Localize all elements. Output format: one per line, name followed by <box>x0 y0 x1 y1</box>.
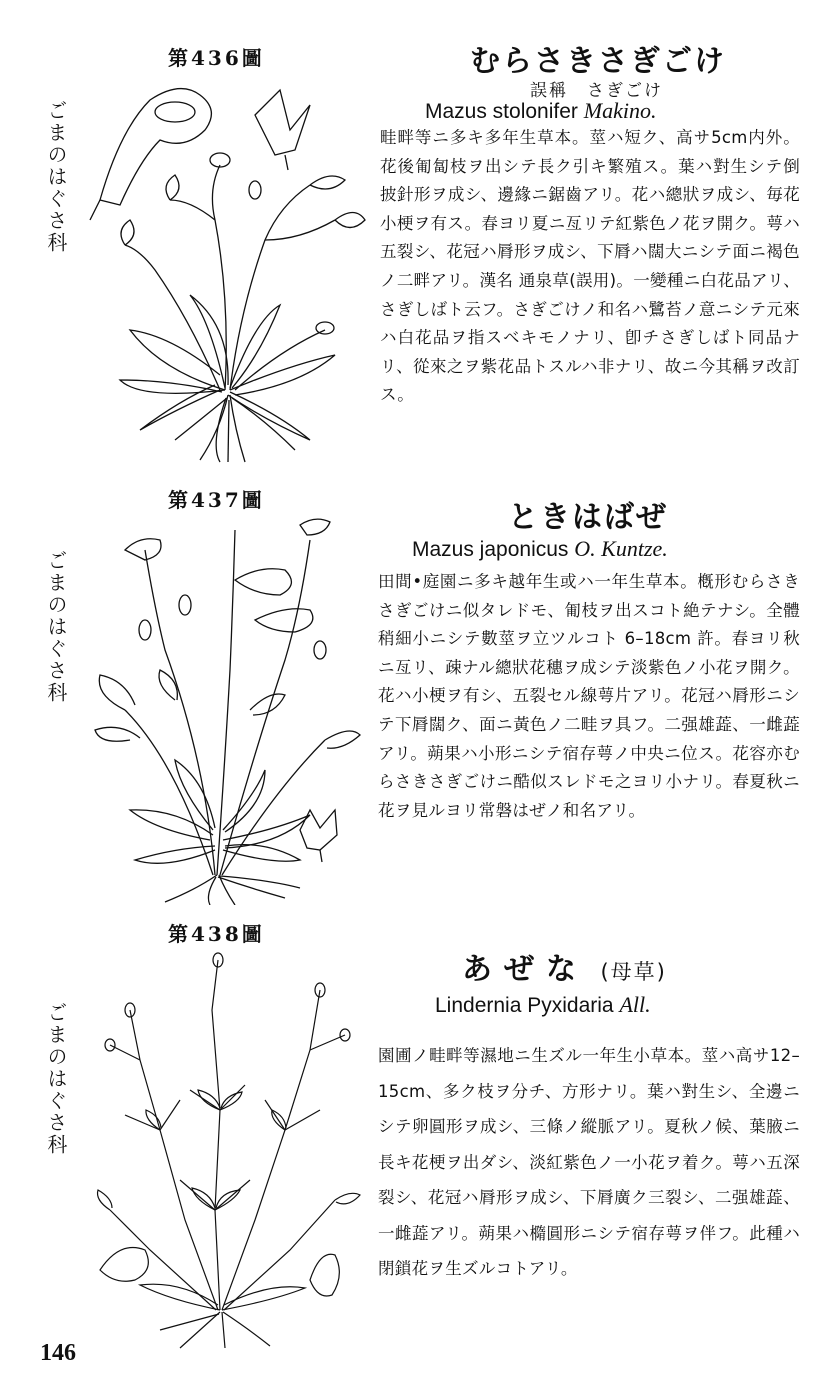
species-name: Lindernia Pyxidaria <box>435 994 614 1017</box>
species-authority: All. <box>619 992 651 1017</box>
entry-alias: 誤稱 さぎごけ <box>530 81 663 101</box>
species-authority: Makino. <box>583 98 657 123</box>
entry-description: 園圃ノ畦畔等濕地ニ生ズル一年生小草本。莖ハ高サ12–15cm、多ク枝ヲ分チ、方形ナリ。葉ハ對生シ、全邊ニシテ卵圓形ヲ成シ、三條ノ縱脈アリ。夏秋ノ候、葉腋ニ長キ花梗ヲ出ダシ、淡紅紫色ノ一小花ヲ着ク。萼ハ五深裂シ、花冠ハ脣形ヲ成シ、下脣廣ク三裂シ、二强雄蕋、一雌蕋アリ。蒴果ハ橢圓形ニシテ宿存萼ヲ伴フ。此種ハ閉鎖花ヲ生ズルコトアリ。 <box>378 1046 800 1278</box>
entry-436 <box>0 0 840 470</box>
page-number: 146 <box>40 1340 76 1366</box>
plant-illustration <box>80 70 370 465</box>
scientific-name <box>435 992 651 1018</box>
figure-label: 第437圖 <box>168 488 265 512</box>
entry-437 <box>0 470 840 910</box>
entry-title <box>462 944 667 988</box>
scientific-name <box>412 536 668 562</box>
species-name: Mazus stolonifer <box>425 100 578 123</box>
entry-title-note: (母草) <box>600 960 667 984</box>
family-label: ごまのはぐさ科 <box>44 1002 68 1156</box>
species-name: Mazus japonicus <box>412 538 569 561</box>
entry-title: ときはばぜ <box>508 500 668 535</box>
entry-description: 畦畔等ニ多キ多年生草本。莖ハ短ク、高サ5cm内外。花後匍匐枝ヲ出シテ長ク引キ繁殖ス。葉ハ對生シテ倒披針形ヲ成シ、邊緣ニ鋸齒アリ。花ハ總狀ヲ成シ、毎花小梗ヲ有ス。春ヨリ夏ニ亙リテ紅紫色ノ花ヲ開ク。萼ハ五裂シ、花冠ハ脣形ヲ成シ、下脣ハ闊大ニシテ面ニ褐色ノ二畔アリ。漢名 通泉草(誤用)。一變種ニ白花品アリ、さぎしばト云フ。さぎごけノ和名ハ鷺苔ノ意ニシテ元來ハ白花品ヲ指スベキモノナリ、卽チさぎしばト同品ナリ、從來之ヲ紫花品トスルハ非ナリ、故ニ今其稱ヲ改訂ス。 <box>380 128 800 405</box>
figure-label: 第436圖 <box>168 46 265 70</box>
entry-438 <box>0 910 840 1400</box>
plant-illustration <box>85 510 370 905</box>
plant-illustration <box>80 950 370 1350</box>
entry-description: 田間•庭園ニ多キ越年生或ハ一年生草本。槪形むらさきさぎごけニ似タレドモ、匍枝ヲ出スコト絶テナシ。全體稍細小ニシテ數莖ヲ立ツルコト 6–18cm 許。春ヨリ秋ニ亙リ、疎ナル總狀花穗ヲ成シテ淡紫色ノ小花ヲ開ク。花ハ小梗ヲ有シ、五裂セル線萼片アリ。花冠ハ脣形ニシテ下脣闊ク、面ニ黃色ノ二畦ヲ具フ。二强雄蕋、一雌蕋アリ。蒴果ハ小形ニシテ宿存萼ノ中央ニ位ス。花容亦むらさきさぎごけニ酷似スレドモ之ヨリ小ナリ。春夏秋ニ花ヲ見ルヨリ常磐はぜノ和名アリ。 <box>378 572 800 820</box>
species-authority: O. Kuntze. <box>574 536 668 561</box>
family-label: ごまのはぐさ科 <box>44 550 68 704</box>
family-label: ごまのはぐさ科 <box>44 100 68 254</box>
figure-label: 第438圖 <box>168 922 265 946</box>
scientific-name <box>425 98 656 124</box>
entry-title-main: あぜな <box>462 952 588 987</box>
entry-title: むらさきさぎごけ <box>470 44 726 79</box>
